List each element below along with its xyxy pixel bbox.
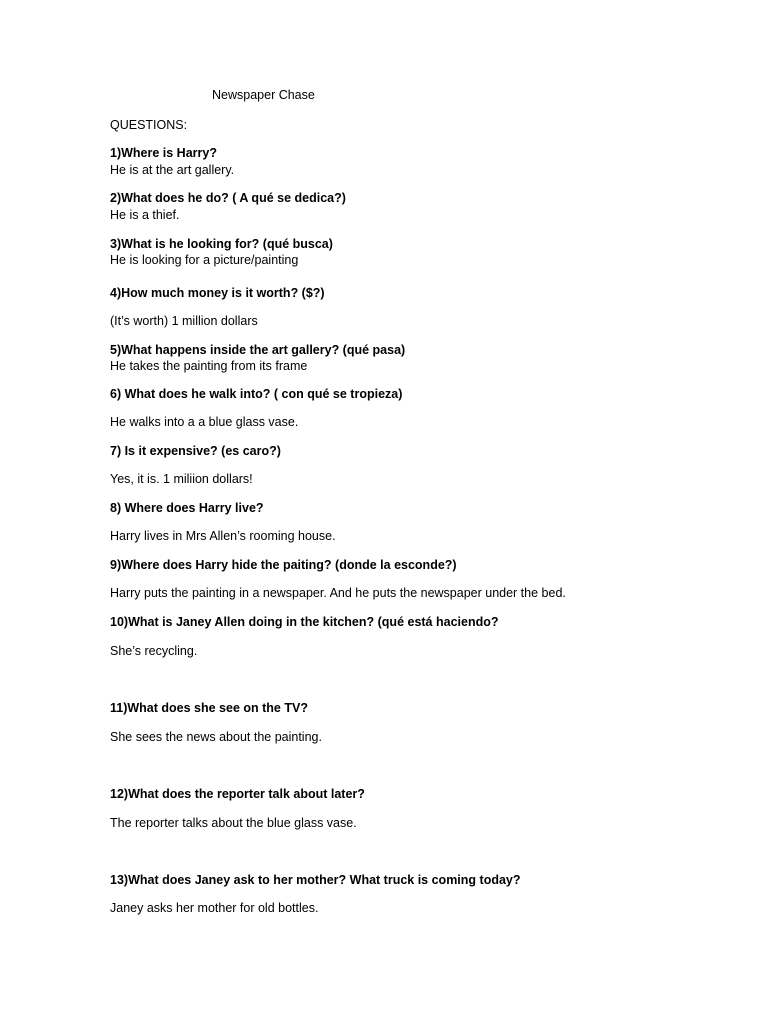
question-5: 5)What happens inside the art gallery? (qué pasa)	[110, 343, 406, 357]
answer-1: He is at the art gallery.	[110, 163, 235, 177]
answer-8: Harry lives in Mrs Allen’s rooming house.	[110, 529, 336, 543]
question-12: 12)What does the reporter talk about later?	[110, 787, 365, 801]
section-heading: QUESTIONS:	[110, 118, 188, 132]
question-13: 13)What does Janey ask to her mother? What truck is coming today?	[110, 873, 521, 887]
answer-5: He takes the painting from its frame	[110, 359, 308, 373]
answer-11: She sees the news about the painting.	[110, 730, 322, 744]
answer-3: He is looking for a picture/painting	[110, 253, 299, 267]
answer-12: The reporter talks about the blue glass vase.	[110, 816, 357, 830]
question-11: 11)What does she see on the TV?	[110, 701, 308, 715]
document-title: Newspaper Chase	[212, 88, 315, 102]
question-1: 1)Where is Harry?	[110, 146, 217, 160]
question-9: 9)Where does Harry hide the paiting? (donde la esconde?)	[110, 558, 457, 572]
question-10: 10)What is Janey Allen doing in the kitchen? (qué está haciendo?	[110, 615, 499, 629]
answer-7: Yes, it is. 1 miliion dollars!	[110, 472, 253, 486]
answer-13: Janey asks her mother for old bottles.	[110, 901, 319, 915]
question-4: 4)How much money is it worth? ($?)	[110, 286, 325, 300]
question-2: 2)What does he do? ( A qué se dedica?)	[110, 191, 346, 205]
answer-2: He is a thief.	[110, 208, 180, 222]
question-8: 8) Where does Harry live?	[110, 501, 264, 515]
answer-4: (It’s worth) 1 million dollars	[110, 314, 258, 328]
question-6: 6) What does he walk into? ( con qué se tropieza)	[110, 387, 403, 401]
question-3: 3)What is he looking for? (qué busca)	[110, 237, 333, 251]
answer-9: Harry puts the painting in a newspaper. And he puts the newspaper under the bed.	[110, 586, 566, 600]
answer-10: She’s recycling.	[110, 644, 198, 658]
answer-6: He walks into a a blue glass vase.	[110, 415, 299, 429]
question-7: 7) Is it expensive? (es caro?)	[110, 444, 281, 458]
